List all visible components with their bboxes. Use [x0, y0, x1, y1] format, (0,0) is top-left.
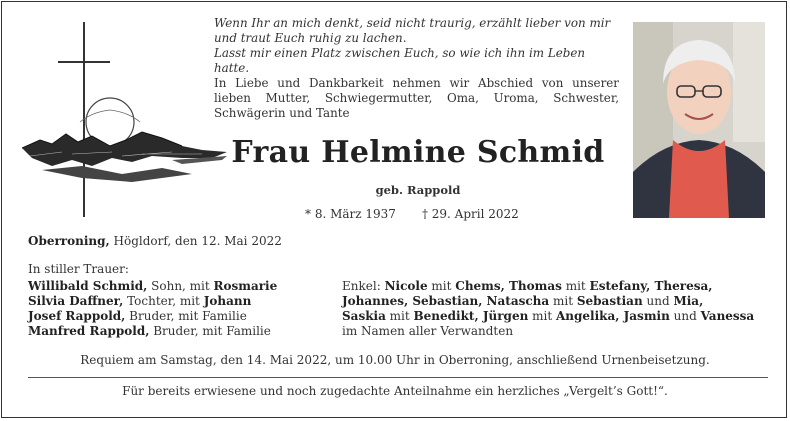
- grandchild-name: Nicole: [384, 279, 428, 293]
- poem-line: und traut Euch ruhig zu lachen.: [214, 31, 407, 45]
- poem: [214, 16, 622, 76]
- cross-bar: [58, 61, 110, 63]
- place-date-rest: Högldorf, den 12. Mai 2022: [109, 234, 282, 248]
- grandchild-name: Vanessa: [700, 309, 755, 323]
- farewell-text: In Liebe und Dankbarkeit nehmen wir Abschied von unserer lieben Mutter, Schwiegermutter, Oma, Uroma, Schwester, Schwägerin und Tante: [214, 76, 619, 120]
- connector: mit: [528, 309, 556, 323]
- mourner-name: Manfred Rappold,: [28, 324, 150, 338]
- grandchild-name: Johannes, Sebastian, Natascha: [342, 294, 550, 308]
- grandchildren-list: [342, 279, 754, 339]
- grandchildren-row: im Namen aller Verwandten: [342, 324, 514, 338]
- mourner-row: [28, 309, 277, 324]
- grandchildren-prefix: Enkel:: [342, 279, 385, 293]
- grandchild-name: Benedikt, Jürgen: [413, 309, 529, 323]
- life-dates: [305, 207, 545, 221]
- connector: mit: [427, 279, 456, 293]
- connector: mit: [385, 309, 414, 323]
- mourner-name: Willibald Schmid,: [28, 279, 148, 293]
- birth-date: * 8. März 1937: [305, 207, 396, 221]
- connector: und: [642, 294, 674, 308]
- connector: und: [669, 309, 701, 323]
- grandchild-name: Mia,: [673, 294, 704, 308]
- mourner-partner: Rosmarie: [213, 279, 278, 293]
- mourner-name: Josef Rappold,: [28, 309, 126, 323]
- requiem-info: Requiem am Samstag, den 14. Mai 2022, um 10.00 Uhr in Oberroning, anschließend Urnenbeisetzung.: [80, 353, 710, 367]
- mourner-row: [28, 324, 277, 339]
- poem-line: Lasst mir einen Platz zwischen Euch, so wie ich ihn im Leben hatte.: [214, 46, 586, 75]
- grandchild-name: Sebastian: [576, 294, 643, 308]
- mourner-partner: Johann: [203, 294, 252, 308]
- sun-over-mountains-illustration: [22, 96, 227, 186]
- grandchildren-row: [342, 309, 754, 324]
- mourners-list: [28, 279, 277, 339]
- deceased-name: Frau Helmine Schmid: [231, 135, 605, 170]
- mourner-relation: Sohn, mit: [147, 279, 214, 293]
- mourning-label: In stiller Trauer:: [28, 262, 129, 276]
- grandchildren-row: [342, 279, 754, 294]
- connector: mit: [549, 294, 577, 308]
- birth-name: geb. Rappold: [375, 183, 461, 197]
- portrait-photo: [633, 22, 765, 218]
- grandchild-name: Saskia: [342, 309, 386, 323]
- mourner-row: [28, 279, 277, 294]
- connector: mit: [561, 279, 590, 293]
- grandchild-name: Chems, Thomas: [455, 279, 562, 293]
- mourner-row: [28, 294, 277, 309]
- thanks-line: Für bereits erwiesene und noch zugedachte Anteilnahme ein herzliches „Vergelt’s Gott!“.: [122, 384, 668, 398]
- place-and-date: [28, 234, 282, 248]
- poem-line: Wenn Ihr an mich denkt, seid nicht traurig, erzählt lieber von mir: [214, 16, 611, 30]
- mourner-relation: Bruder, mit Familie: [149, 324, 271, 338]
- mourner-relation: Tochter, mit: [123, 294, 204, 308]
- grandchild-name: Estefany, Theresa,: [589, 279, 713, 293]
- divider: [28, 377, 768, 378]
- mourner-name: Silvia Daffner,: [28, 294, 124, 308]
- grandchild-name: Angelika, Jasmin: [555, 309, 670, 323]
- mourner-relation: Bruder, mit Familie: [125, 309, 247, 323]
- death-date: † 29. April 2022: [421, 207, 519, 221]
- place-name: Oberroning,: [28, 234, 110, 248]
- grandchildren-row: [342, 294, 754, 309]
